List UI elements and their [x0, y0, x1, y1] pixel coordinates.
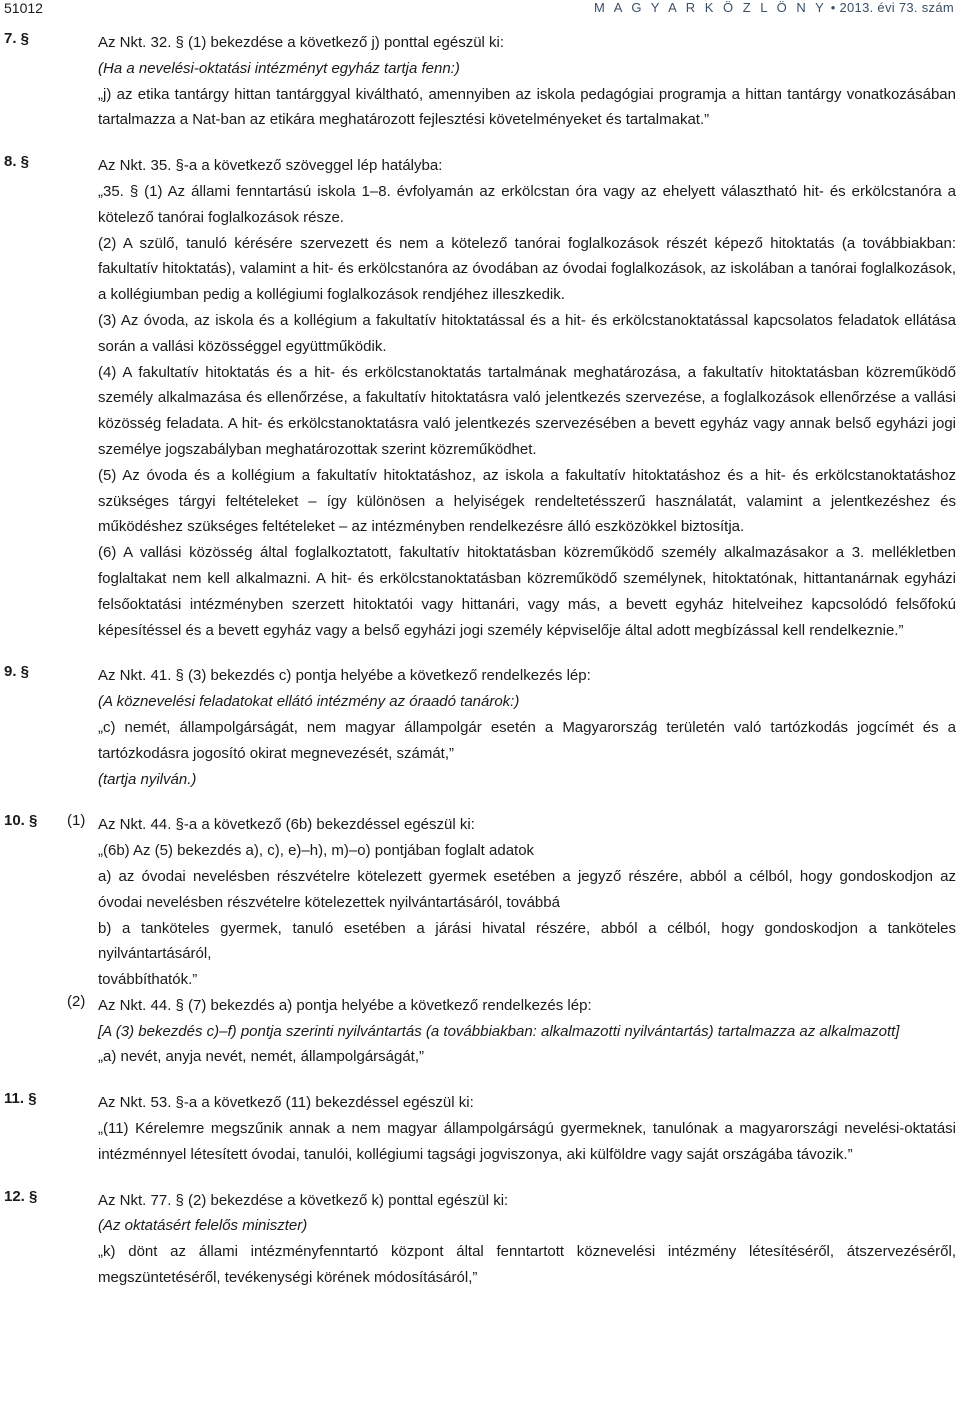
paragraph: (4) A fakultatív hitoktatás és a hit- és erkölcstanoktatás tartalmának meghatározása, a fakultatív hitoktatásban közreműködő személy alkalmazása és ellenőrzése, a fakultatív hitoktatásra való jelentkezés szervezése, a foglalkozások ellenőrzése a vallási közösség feladata. A hit- és erkölcstanoktatásra való jelentkezés szervezésében a bevett egyház vagy annak belső egyházi jogi személye jogszabályban meghatározottak szerint közreműködhet.: [98, 363, 956, 458]
paragraph: Az Nkt. 44. §-a a következő (6b) bekezdéssel egészül ki:: [98, 816, 475, 834]
section-number: 8. §: [4, 153, 30, 171]
publication-info: [594, 0, 954, 15]
paragraph: (6) A vallási közösség által foglalkoztatott, fakultatív hitoktatásban közreműködő személy alkalmazásakor a 3. mellékletben foglaltakat nem kell alkalmazni. A hit- és erkölcstanoktatásban közreműködő személynek, hitoktatónak, hittantanárnak egyházi felsőoktatási intézményben szerzett hitoktatói vagy hittanári, vagy más, a bevett egyház hitelveihez kapcsolódó felsőfokú képesítéssel és a bevett egyház vagy a belső egyházi jogi személy képviselője által adott megbízással kell rendelkeznie.”: [98, 544, 956, 639]
paragraph: Az Nkt. 44. § (7) bekezdés a) pontja helyébe a következő rendelkezés lép:: [98, 996, 592, 1014]
paragraph: (Az oktatásért felelős miniszter): [98, 1217, 308, 1235]
paragraph: „(6b) Az (5) bekezdés a), c), e)–h), m)–o) pontjában foglalt adatok: [98, 842, 535, 860]
section-number: 10. §: [4, 812, 38, 830]
paragraph: Az Nkt. 35. §-a a következő szöveggel lép hatályba:: [98, 157, 443, 175]
section-11: [0, 1090, 960, 1167]
section-number: 9. §: [4, 663, 30, 681]
subsection-1: [0, 812, 960, 993]
paragraph: továbbíthatók.”: [98, 971, 198, 989]
paragraph: (A köznevelési feladatokat ellátó intézmény az óraadó tanárok:): [98, 693, 520, 711]
section-8: [0, 153, 960, 643]
paragraph: „(11) Kérelemre megszűnik annak a nem magyar állampolgárságú gyermeknek, tanulónak a magyarországi nevelési-oktatási intézménnyel létesített óvodai, tanulói, kollégiumi tagsági jogviszonya, aki külföldre vagy saját országába távozik.”: [98, 1120, 956, 1163]
section-9: [0, 663, 960, 792]
page-number: 51012: [4, 0, 43, 16]
paragraph: b) a tanköteles gyermek, tanuló esetében a járási hivatal részére, abból a célból, hogy gondoskodjon a tanköteles nyilvántartásáról,: [98, 919, 956, 963]
issue-info: • 2013. évi 73. szám: [830, 0, 954, 15]
section-number: 11. §: [4, 1090, 37, 1108]
paragraph: (tartja nyilván.): [98, 770, 197, 788]
paragraph: „j) az etika tantárgy hittan tantárggyal kiváltható, amennyiben az iskola pedagógiai programja a hittan tantárgy vonatkozásában tartalmazza a Nat-ban az etikára meghatározott fejlesztési követelményeket és tartalmakat.”: [98, 85, 956, 129]
paragraph: „k) dönt az állami intézményfenntartó központ által fenntartott köznevelési intézmény létesítéséről, átszervezéséről, megszüntetéséről, tevékenységi körének módosításáról,”: [98, 1243, 956, 1287]
paragraph: [A (3) bekezdés c)–f) pontja szerinti nyilvántartás (a továbbiakban: alkalmazotti nyilvántartás) tartalmazza az alkalmazott]: [98, 1022, 900, 1040]
section-7: [0, 30, 960, 133]
section-10: [0, 812, 960, 1070]
paragraph: „35. § (1) Az állami fenntartású iskola 1–8. évfolyamán az erkölcstan óra vagy az ehelyett választható hit- és erkölcstanóra a kötelező tanórai foglalkozások része.: [98, 182, 956, 226]
paragraph: (5) Az óvoda és a kollégium a fakultatív hitoktatáshoz, az iskola a fakultatív hitoktatáshoz és a hit- és erkölcstanoktatáshoz szükséges tárgyi feltételeket – így különösen a helyiségek rendeltetésszerű használatát, valamint a jelentkezéshez és működéshez szükséges feltételeket – az intézményben rendelkezésre álló eszközökkel biztosítja.: [98, 466, 956, 536]
section-12: [0, 1188, 960, 1291]
subsection-label: (1): [67, 812, 86, 830]
subsection-label: (2): [67, 992, 86, 1010]
paragraph: a) az óvodai nevelésben részvételre kötelezett gyermek esetében a jegyző részére, abból a célból, hogy gondoskodjon az óvodai nevelésben részvételre kötelezettek nyilvántartásáról, továbbá: [98, 867, 956, 911]
publication-title: M A G Y A R K Ö Z L Ö N Y: [594, 0, 827, 15]
subsection-2: [0, 993, 960, 1070]
paragraph: „a) nevét, anyja nevét, nemét, állampolgárságát,”: [98, 1048, 425, 1066]
paragraph: Az Nkt. 53. §-a a következő (11) bekezdéssel egészül ki:: [98, 1094, 474, 1112]
paragraph: (3) Az óvoda, az iskola és a kollégium a fakultatív hitoktatással és a hit- és erkölcstanoktatással kapcsolatos feladatok ellátása során a vallási közösséggel együttműködik.: [98, 311, 956, 355]
paragraph: Az Nkt. 32. § (1) bekezdése a következő j) ponttal egészül ki:: [98, 34, 505, 51]
paragraph: Az Nkt. 41. § (3) bekezdés c) pontja helyébe a következő rendelkezés lép:: [98, 667, 591, 685]
page-header: [0, 0, 960, 20]
section-number: 12. §: [4, 1187, 38, 1205]
paragraph: Az Nkt. 77. § (2) bekezdése a következő k) ponttal egészül ki:: [98, 1191, 509, 1209]
paragraph: (2) A szülő, tanuló kérésére szervezett és nem a kötelező tanórai foglalkozások részét képező hitoktatás (a továbbiakban: fakultatív hitoktatás), valamint a hit- és erkölcstanóra az óvodában az óvodai foglalkozások, az iskolában a tanórai foglalkozások, a kollégiumban pedig a kollégiumi foglalkozások rendjéhez illeszkedik.: [98, 234, 956, 304]
document-body: [0, 30, 960, 1291]
paragraph: „c) nemét, állampolgárságát, nem magyar állampolgár esetén a Magyarország területén való tartózkodás jogcímét és a tartózkodásra jogosító okirat megnevezését, számát,”: [98, 718, 956, 762]
paragraph: (Ha a nevelési-oktatási intézményt egyház tartja fenn:): [98, 59, 460, 77]
section-number: 7. §: [4, 30, 30, 47]
